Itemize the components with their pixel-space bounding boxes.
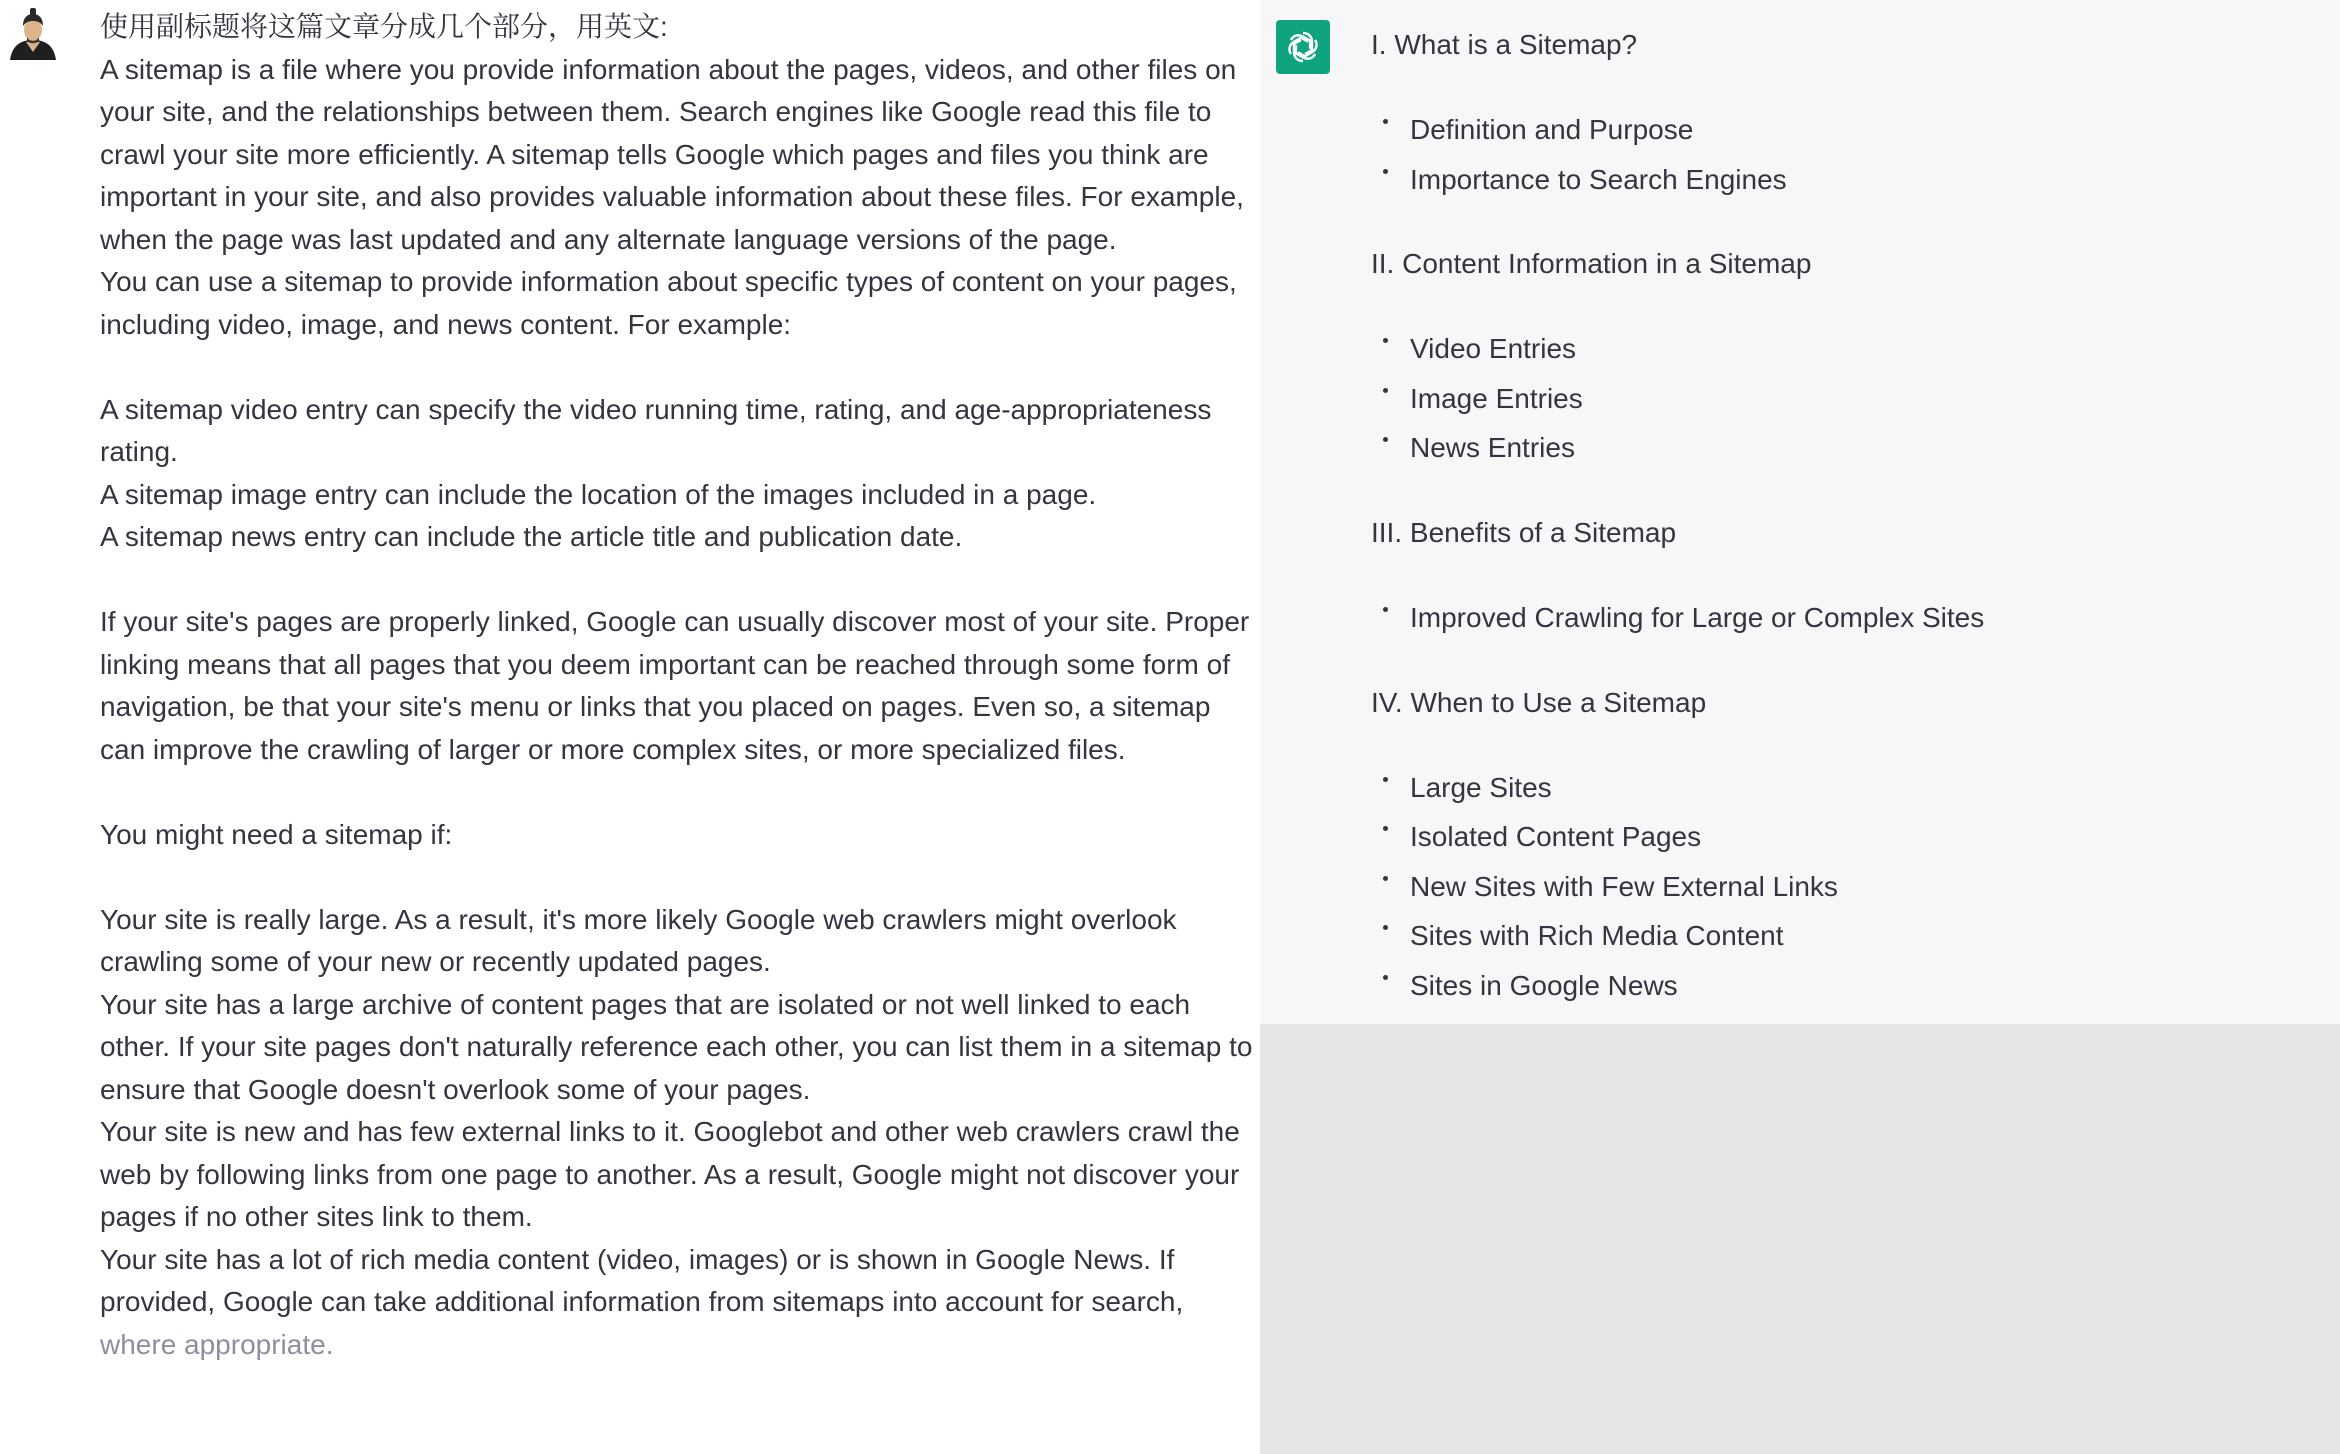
section-list	[1371, 324, 2311, 473]
list-item-label: Image Entries	[1410, 382, 1583, 414]
paragraph-gap	[100, 346, 1260, 389]
user-paragraph: A sitemap image entry can include the location of the images included in a page.	[100, 478, 1097, 510]
bullet-icon	[1383, 388, 1388, 393]
list-item-label: Definition and Purpose	[1410, 114, 1694, 145]
section-heading: IV. When to Use a Sitemap	[1371, 686, 1707, 718]
paragraph-gap	[100, 771, 1260, 814]
user-message-text	[100, 6, 1260, 1366]
list-item	[1371, 105, 2311, 155]
bullet-icon	[1383, 119, 1388, 124]
list-item	[1371, 155, 2311, 205]
user-avatar-icon	[6, 6, 60, 60]
user-paragraph: Your site is really large. As a result, it's more likely Google web crawlers might overlook crawling some of your new or recently updated pages.	[100, 903, 1177, 977]
user-paragraph-faded: where appropriate.	[100, 1328, 334, 1360]
list-item	[1371, 324, 2311, 374]
bullet-icon	[1383, 876, 1388, 881]
list-item	[1371, 961, 2311, 1011]
bullet-icon	[1383, 975, 1388, 980]
list-item-label: Improved Crawling for Large or Complex Sites	[1410, 601, 1985, 633]
assistant-message-row	[1260, 0, 2340, 1024]
paragraph-gap	[100, 856, 1260, 899]
list-item	[1371, 763, 2311, 813]
section-list	[1371, 593, 2311, 643]
list-item	[1371, 374, 2311, 424]
bullet-icon	[1383, 169, 1388, 174]
user-paragraph: A sitemap is a file where you provide information about the pages, videos, and other files on your site, and the relationships between them. Search engines like Google read this file to crawl your site more efficiently. A sitemap tells Google which pages and files you think are important in your site, and also provides valuable information about these files. For example, when the page was last updated and any alternate language versions of the page.	[100, 53, 1244, 255]
bullet-icon	[1383, 777, 1388, 782]
bullet-icon	[1383, 437, 1388, 442]
assistant-pane	[1260, 0, 2340, 1454]
bullet-icon	[1383, 826, 1388, 831]
section-heading: I. What is a Sitemap?	[1371, 29, 1638, 60]
section-heading: III. Benefits of a Sitemap	[1371, 516, 1677, 548]
list-item-label: News Entries	[1410, 432, 1575, 464]
user-paragraph: A sitemap video entry can specify the video running time, rating, and age-appropriateness rating.	[100, 393, 1212, 467]
list-item	[1371, 862, 2311, 912]
bullet-icon	[1383, 338, 1388, 343]
user-paragraph: Your site has a lot of rich media content (video, images) or is shown in Google News. If provided, Google can take additional information from sitemaps into account for search,	[100, 1243, 1184, 1317]
list-item-label: Video Entries	[1410, 333, 1577, 365]
list-item-label: Isolated Content Pages	[1410, 821, 1702, 853]
section-list	[1371, 763, 2311, 1011]
list-item-label: Sites in Google News	[1410, 969, 1678, 1001]
list-item	[1371, 911, 2311, 961]
user-paragraph: A sitemap news entry can include the article title and publication date.	[100, 521, 963, 552]
user-paragraph: You might need a sitemap if:	[100, 818, 453, 850]
user-prompt: 使用副标题将这篇文章分成几个部分，用英文:	[100, 11, 668, 42]
list-item-label: New Sites with Few External Links	[1410, 870, 1838, 902]
bullet-icon	[1383, 925, 1388, 930]
assistant-outline	[1371, 20, 2311, 1046]
user-paragraph: Your site is new and has few external links to it. Googlebot and other web crawlers crawl the web by following links from one page to another. As a result, Google might not discover your pages if no other sites link to them.	[100, 1116, 1240, 1232]
paragraph-gap	[100, 559, 1260, 602]
user-paragraph: Your site has a large archive of content pages that are isolated or not well linked to each other. If your site pages don't naturally reference each other, you can list them in a sitemap to ensure that Google doesn't overlook some of your pages.	[100, 988, 1253, 1105]
user-paragraph: If your site's pages are properly linked, Google can usually discover most of your site. Proper linking means that all pages that you deem important can be reached through some form of navigation, be that your site's menu or links that you placed on pages. Even so, a sitemap can improve the crawling of larger or more complex sites, or more specialized files.	[100, 606, 1250, 765]
list-item	[1371, 593, 2311, 643]
list-item-label: Importance to Search Engines	[1410, 163, 1787, 195]
list-item-label: Large Sites	[1410, 771, 1552, 803]
list-item	[1371, 812, 2311, 862]
chatgpt-logo-icon	[1276, 20, 1330, 74]
section-heading: II. Content Information in a Sitemap	[1371, 248, 1812, 280]
list-item-label: Sites with Rich Media Content	[1410, 920, 1784, 952]
list-item	[1371, 423, 2311, 473]
section-list	[1371, 105, 2311, 204]
bullet-icon	[1383, 607, 1388, 612]
user-paragraph: You can use a sitemap to provide information about specific types of content on your pages, including video, image, and news content. For example:	[100, 266, 1237, 340]
